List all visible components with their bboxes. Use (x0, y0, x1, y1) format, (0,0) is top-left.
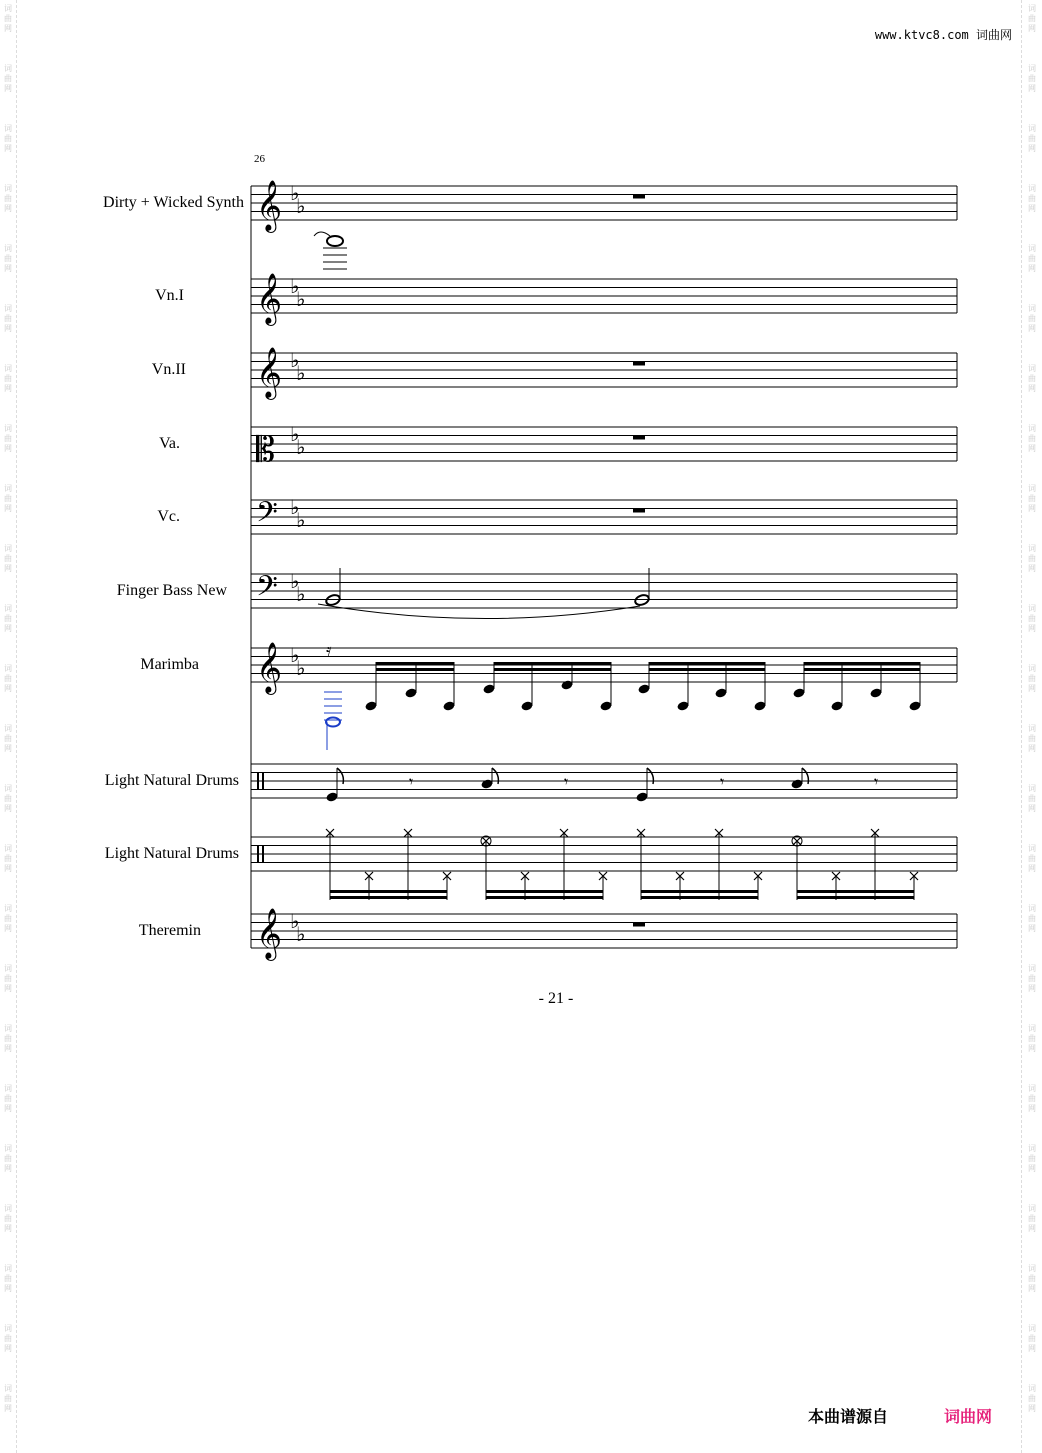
watermark-glyphs: 词 曲 网 (4, 664, 12, 693)
watermark-glyphs: 词 曲 网 (4, 244, 12, 273)
watermark-glyphs: 词 曲 网 (1028, 244, 1036, 273)
whole-rest (633, 436, 645, 440)
clef-glyph: 𝄢 (256, 570, 278, 610)
watermark-glyphs: 词 曲 网 (1028, 724, 1036, 753)
percussion-clef (262, 772, 264, 790)
watermark-glyphs: 词 曲 网 (1028, 184, 1036, 213)
key-flat: ♭ (290, 495, 300, 519)
footer-source-text: 本曲谱源自 (808, 1407, 889, 1426)
watermark-glyphs: 词 曲 网 (1028, 664, 1036, 693)
beam (330, 896, 447, 899)
watermark-glyphs: 词 曲 网 (4, 1384, 12, 1413)
percussion-clef (262, 845, 264, 863)
watermark-glyphs: 词 曲 网 (1028, 1084, 1036, 1113)
clef-glyph: 𝄞 (256, 642, 283, 693)
beam (641, 890, 758, 893)
beam (494, 662, 611, 665)
whole-note (327, 236, 343, 246)
watermark-glyphs: 词 曲 网 (4, 784, 12, 813)
watermark-glyphs: 词 曲 网 (4, 1264, 12, 1293)
beam (649, 662, 765, 665)
beam (494, 668, 611, 671)
note-flag (337, 768, 343, 784)
key-flat: ♭ (296, 194, 306, 218)
watermark-glyphs: 词 曲 网 (4, 4, 12, 33)
watermark-glyphs: 词 曲 网 (4, 1204, 12, 1233)
watermark-glyphs: 词 曲 网 (1028, 1264, 1036, 1293)
eighth-rest: 𝄾 (874, 772, 879, 791)
note-flag (647, 768, 653, 784)
watermark-glyphs: 词 曲 网 (1028, 544, 1036, 573)
eighth-rest: 𝄾 (564, 772, 569, 791)
note-flag (492, 768, 498, 784)
clef-glyph: 𝄢 (256, 496, 278, 536)
eighth-rest: 𝄾 (720, 772, 725, 791)
whole-rest (633, 195, 645, 199)
beam (486, 896, 603, 899)
beam (804, 662, 920, 665)
tie (318, 604, 640, 619)
watermark-glyphs: 词 曲 网 (4, 364, 12, 393)
instrument-label-viola: Va. (159, 435, 180, 452)
beam (797, 890, 914, 893)
watermark-glyphs: 词 曲 网 (1028, 484, 1036, 513)
staves (251, 180, 957, 961)
watermark-glyphs: 词 曲 网 (1028, 304, 1036, 333)
site-header[interactable]: www.ktvc8.com 词曲网 (874, 28, 1012, 42)
eighth-rest: 𝄾 (409, 772, 414, 791)
watermark-glyphs: 词 曲 网 (4, 844, 12, 873)
tie (314, 232, 330, 236)
watermark-glyphs: 词 曲 网 (4, 64, 12, 93)
watermark-glyphs: 词 曲 网 (4, 124, 12, 153)
watermark-glyphs: 词 曲 网 (4, 484, 12, 513)
watermark-glyphs: 词 曲 网 (4, 724, 12, 753)
clef-glyph: 𝄞 (256, 908, 283, 959)
watermark-glyphs: 词 曲 网 (4, 1144, 12, 1173)
watermark-glyphs: 词 曲 网 (4, 1084, 12, 1113)
watermark-glyphs: 词 曲 网 (1028, 784, 1036, 813)
sixteenth-rest: 𝄿 (326, 640, 332, 661)
clef-glyph: 𝄞 (256, 273, 283, 324)
watermark-glyphs: 词 曲 网 (1028, 4, 1036, 33)
beam (330, 890, 447, 893)
watermark-glyphs: 词 曲 网 (4, 964, 12, 993)
measure-number: 26 (254, 153, 265, 165)
watermark-glyphs: 词 曲 网 (1028, 604, 1036, 633)
watermark-glyphs: 词 曲 网 (4, 544, 12, 573)
watermark-glyphs: 词 曲 网 (1028, 124, 1036, 153)
instrument-label-marimba: Marimba (140, 656, 199, 673)
key-flat: ♭ (296, 922, 306, 946)
key-flat: ♭ (290, 643, 300, 667)
beam (804, 668, 920, 671)
watermark-glyphs: 词 曲 网 (1028, 64, 1036, 93)
watermark-glyphs: 词 曲 网 (1028, 964, 1036, 993)
whole-rest (633, 923, 645, 927)
clef-glyph: 𝄡 (256, 430, 275, 470)
instrument-label-cello: Vc. (157, 508, 180, 525)
key-flat: ♭ (296, 582, 306, 606)
watermark-glyphs: 词 曲 网 (1028, 844, 1036, 873)
instrument-label-drums-1: Light Natural Drums (104, 772, 239, 789)
beam (376, 662, 454, 665)
key-flat: ♭ (290, 348, 300, 372)
instrument-label-drums-2: Light Natural Drums (104, 845, 239, 862)
watermark-glyphs: 词 曲 网 (1028, 424, 1036, 453)
key-flat: ♭ (290, 181, 300, 205)
watermark-glyphs: 词 曲 网 (4, 424, 12, 453)
watermark-glyphs: 词 曲 网 (1028, 1324, 1036, 1353)
instrument-label-theremin: Theremin (138, 922, 201, 939)
instrument-label-finger-bass: Finger Bass New (116, 582, 227, 599)
beam (797, 896, 914, 899)
whole-rest (633, 509, 645, 513)
key-flat: ♭ (290, 909, 300, 933)
watermark-glyphs: 词 曲 网 (4, 184, 12, 213)
watermark-glyphs: 词 曲 网 (1028, 1204, 1036, 1233)
watermark-glyphs: 词 曲 网 (4, 904, 12, 933)
key-flat: ♭ (296, 508, 306, 532)
clef-glyph: 𝄞 (256, 347, 283, 398)
page-number: - 21 - (538, 990, 574, 1007)
watermark-glyphs: 词 曲 网 (4, 604, 12, 633)
key-flat: ♭ (290, 422, 300, 446)
beam (486, 890, 603, 893)
watermark-glyphs: 词 曲 网 (1028, 1144, 1036, 1173)
watermark-glyphs: 词 曲 网 (4, 1324, 12, 1353)
key-flat: ♭ (296, 656, 306, 680)
note-flag (802, 768, 808, 784)
beam (641, 896, 758, 899)
key-flat: ♭ (296, 361, 306, 385)
watermark-glyphs: 词 曲 网 (1028, 1384, 1036, 1413)
percussion-clef (257, 772, 259, 790)
clef-glyph: 𝄞 (256, 180, 283, 231)
instrument-label-violin-2: Vn.II (151, 361, 186, 378)
whole-rest (633, 362, 645, 366)
key-flat: ♭ (290, 274, 300, 298)
watermark-glyphs: 词 曲 网 (1028, 904, 1036, 933)
footer-credit (808, 1404, 992, 1427)
instrument-label-violin-1: Vn.I (155, 287, 184, 304)
watermark-glyphs: 词 曲 网 (1028, 1024, 1036, 1053)
beam (649, 668, 765, 671)
percussion-clef (257, 845, 259, 863)
watermark-glyphs: 词 曲 网 (4, 1024, 12, 1053)
key-flat: ♭ (290, 569, 300, 593)
key-flat: ♭ (296, 435, 306, 459)
watermark-glyphs: 词 曲 网 (4, 304, 12, 333)
beam (376, 668, 454, 671)
instrument-label-synth: Dirty + Wicked Synth (103, 194, 244, 211)
key-flat: ♭ (296, 287, 306, 311)
watermark-glyphs: 词 曲 网 (1028, 364, 1036, 393)
half-note (326, 718, 340, 727)
footer-site-link[interactable]: 词曲网 (944, 1407, 993, 1426)
